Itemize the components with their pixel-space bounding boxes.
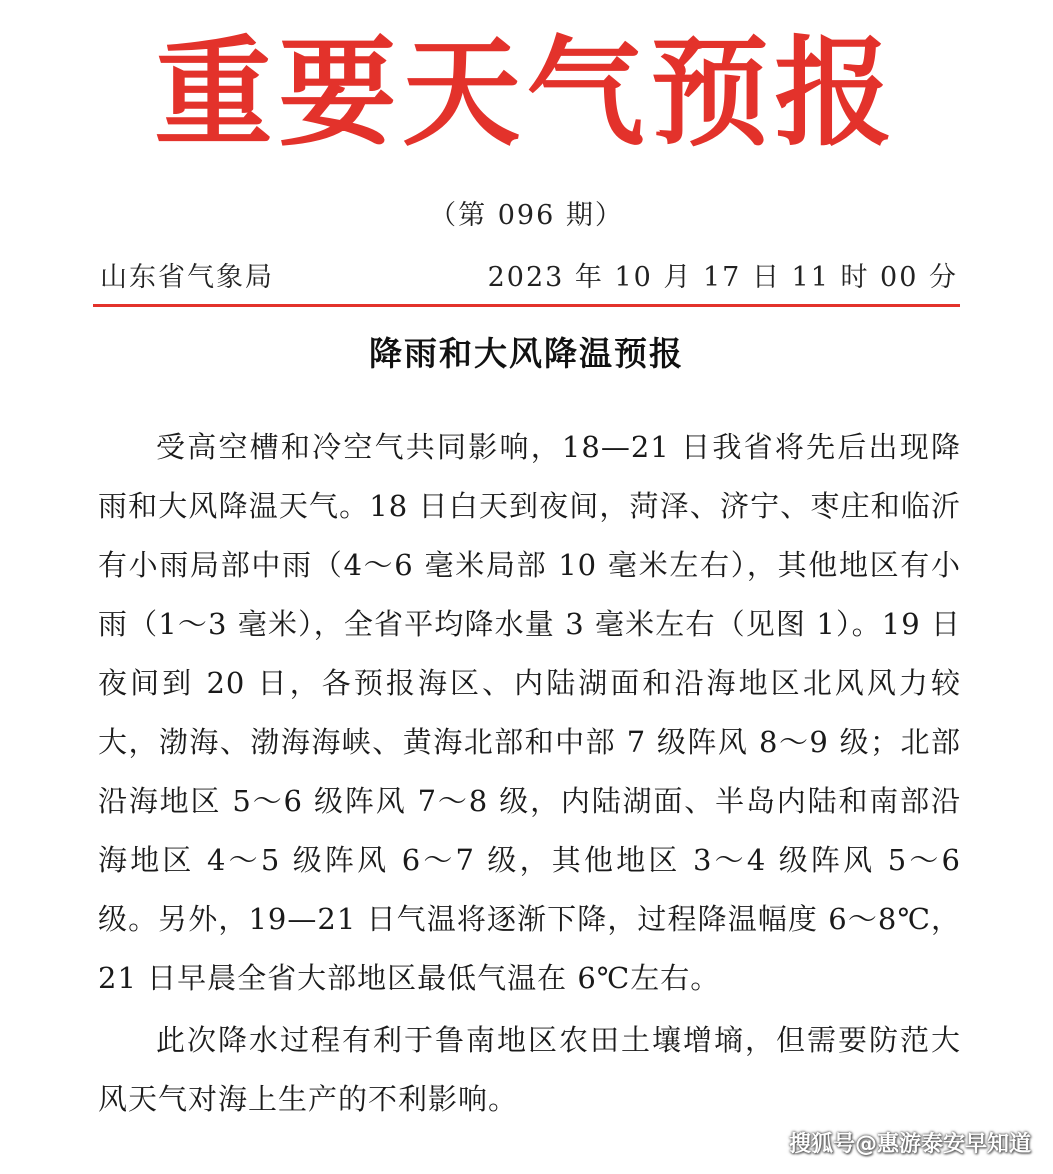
- bulletin-header-title: 重要天气预报: [154, 23, 899, 162]
- document-title: 降雨和大风降温预报: [369, 334, 684, 373]
- meta-row: [100, 258, 958, 298]
- body-paragraph-forecast: 受高空槽和冷空气共同影响，18—21 日我省将先后出现降雨和大风降温天气。18 日白天到夜间，菏泽、济宁、枣庄和临沂有小雨局部中雨（4～6 毫米局部 10 毫米左右），其他地区有小雨（1～3 毫米），全省平均降水量 3 毫米左右（见图 1）。19 日夜间到 20 日，各预报海区、内陆湖面和沿海地区北风风力较大，渤海、渤海海峡、黄海北部和中部 7 级阵风 8～9 级；北部沿海地区 5～6 级阵风 7～8 级，内陆湖面、半岛内陆和南部沿海地区 4～5 级阵风 6～7 级，其他地区 3～4 级阵风 5～6 级。另外，19—21 日气温将逐渐下降，过程降温幅度 6～8℃，21 日早晨全省大部地区最低气温在 6℃左右。: [98, 430, 961, 995]
- issue-number: （第 096 期）: [429, 200, 624, 231]
- red-divider-line: [93, 304, 960, 307]
- issuer-name: 山东省气象局: [100, 262, 274, 293]
- issue-date: 2023 年 10 月 17 日 11 时 00 分: [487, 262, 958, 293]
- body-paragraph-impact: 此次降水过程有利于鲁南地区农田土壤增墒，但需要防范大风天气对海上生产的不利影响。: [98, 1023, 961, 1116]
- document-body: [98, 418, 961, 1129]
- source-watermark: 搜狐号@惠游泰安早知道: [788, 1132, 1031, 1157]
